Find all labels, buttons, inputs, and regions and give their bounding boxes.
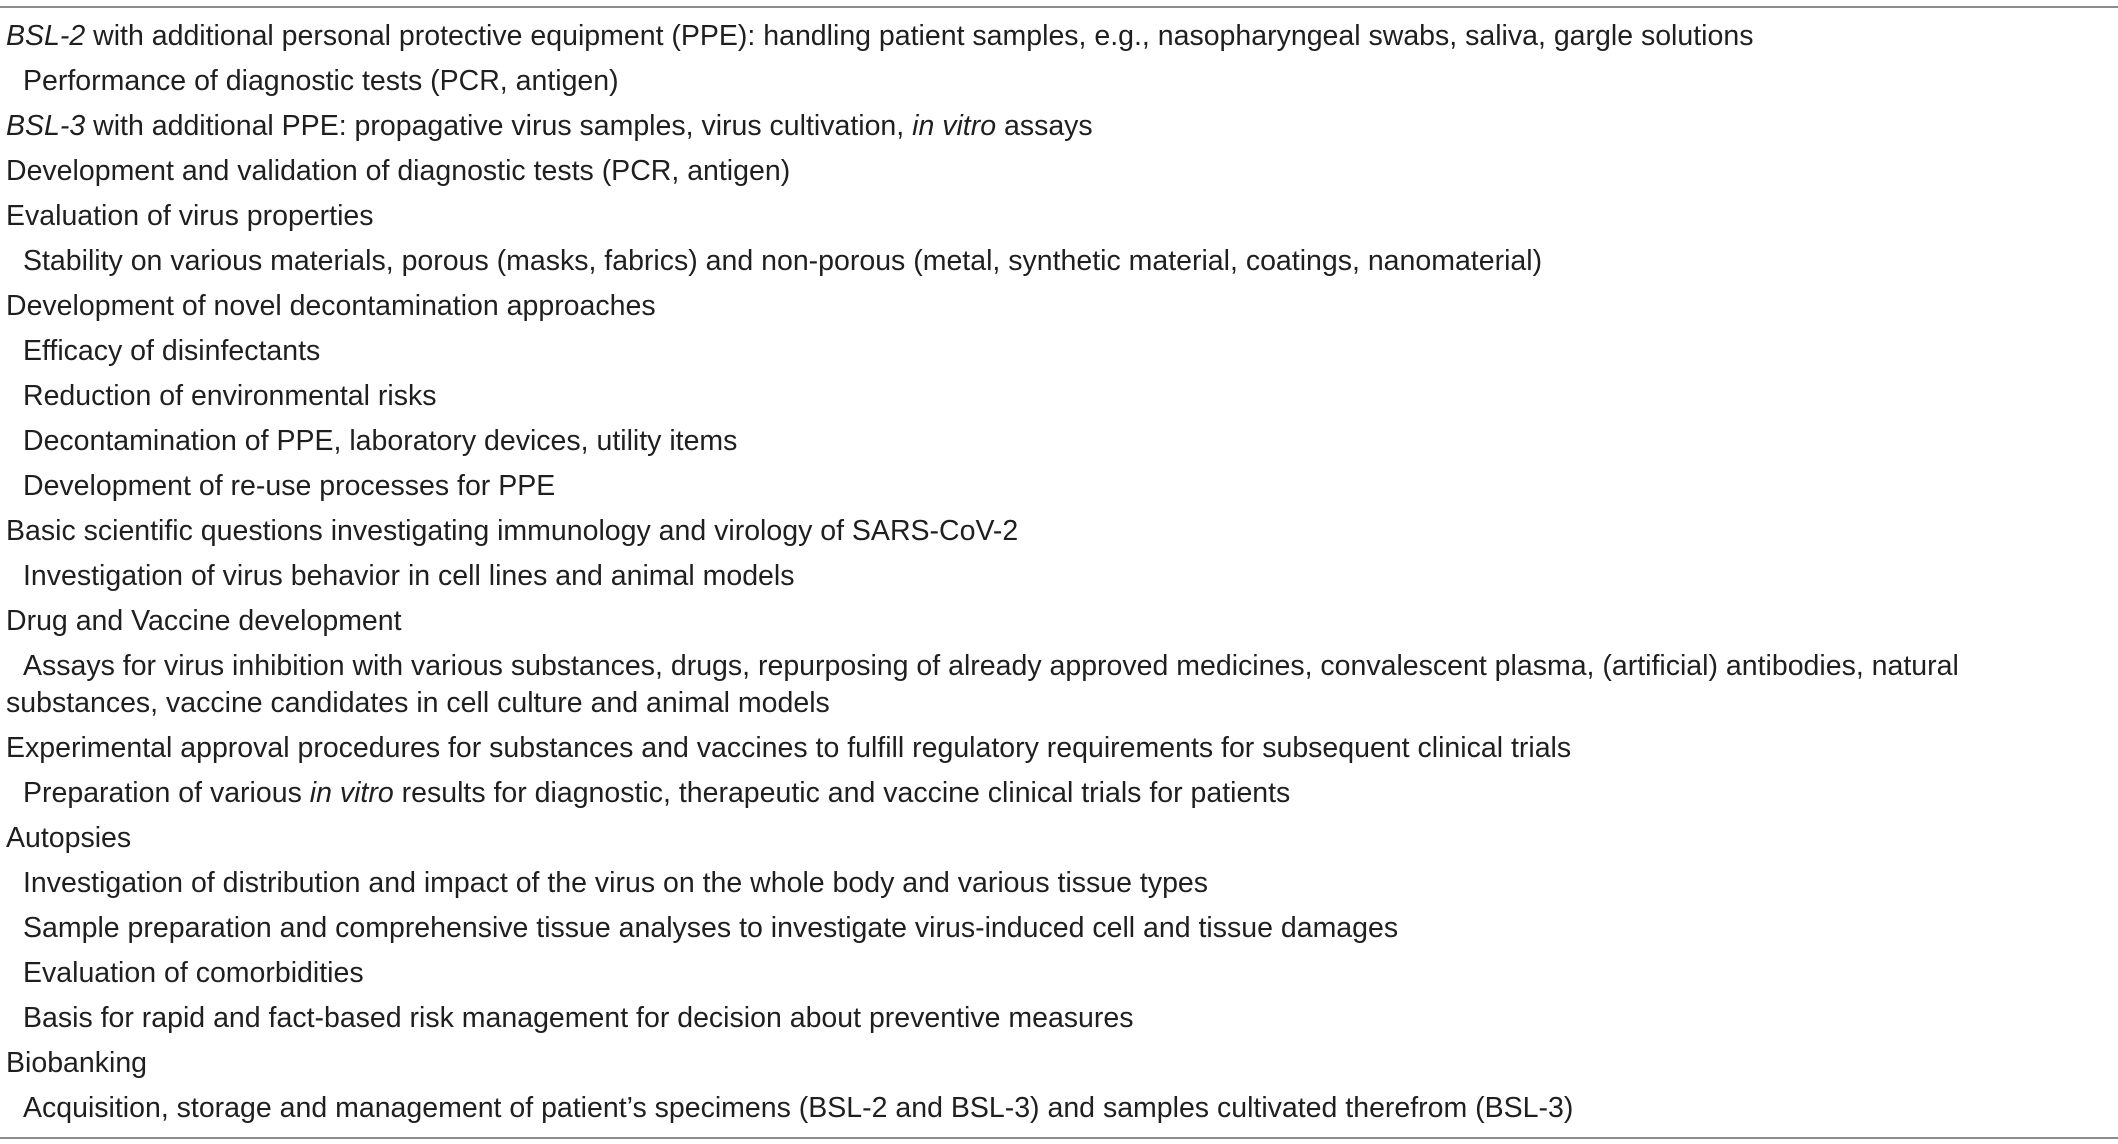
row-text: Investigation of virus behavior in cell lines and animal models [23,560,795,592]
row-text: Sample preparation and comprehensive tissue analyses to investigate virus-induced cell and tissue damages [23,912,1399,944]
row-text: Autopsies [6,822,132,854]
table-row-subitem [0,378,2118,415]
row-text: Preparation of various [23,777,310,809]
table-row-subitem [0,333,2118,370]
table-row-subitem [0,468,2118,505]
table-row-subitem [0,1000,2118,1037]
row-text: results for diagnostic, therapeutic and vaccine clinical trials for patients [393,777,1291,809]
table-row-subitem [0,910,2118,947]
row-text: Basis for rapid and fact-based risk management for decision about preventive measures [23,1002,1134,1034]
row-text: with additional PPE: propagative virus samples, virus cultivation, [85,110,913,142]
row-text: Basic scientific questions investigating immunology and virology of SARS-CoV-2 [6,515,1019,547]
table-row-subitem [0,648,2118,722]
row-text: Drug and Vaccine development [6,605,402,637]
table-row-category [0,288,2118,325]
row-text: with additional personal protective equipment (PPE): handling patient samples, e.g., nasopharyngeal swabs, saliva, gargle solutions [85,20,1754,52]
row-text: Performance of diagnostic tests (PCR, antigen) [23,65,619,97]
table-row-category [0,108,2118,145]
table-row-subitem [0,865,2118,902]
table-row-subitem [0,1090,2118,1127]
italic-term: BSL-2 [6,20,86,52]
table-row-subitem [0,775,2118,812]
row-text: Evaluation of comorbidities [23,957,364,989]
table-row-category [0,603,2118,640]
table-row-subitem [0,558,2118,595]
row-text: Decontamination of PPE, laboratory devices, utility items [23,425,738,457]
table-row-subitem [0,955,2118,992]
row-text: Efficacy of disinfectants [23,335,321,367]
italic-term: in vitro [309,777,394,809]
italic-term: BSL-3 [6,110,86,142]
row-text: Acquisition, storage and management of patient’s specimens (BSL-2 and BSL-3) and samples cultivated therefrom (BSL-3) [23,1092,1574,1124]
row-text: Biobanking [6,1047,148,1079]
table-row-category [0,18,2118,55]
table-row-category [0,513,2118,550]
row-text: Development of novel decontamination approaches [6,290,656,322]
table-row-category [0,820,2118,857]
row-text: Evaluation of virus properties [6,200,374,232]
research-activities-table [0,6,2118,1139]
row-text: Development and validation of diagnostic tests (PCR, antigen) [6,155,791,187]
table-row-subitem [0,423,2118,460]
row-text: Development of re-use processes for PPE [23,470,556,502]
italic-term: in vitro [912,110,997,142]
row-text: assays [996,110,1093,142]
table-row-category [0,198,2118,235]
table-row-subitem [0,243,2118,280]
table-row-subitem [0,63,2118,100]
table-row-category [0,153,2118,190]
table-body [0,18,2118,1127]
row-text: Experimental approval procedures for substances and vaccines to fulfill regulatory requirements for subsequent clinical trials [6,732,1572,764]
table-row-category [0,1045,2118,1082]
row-text: Assays for virus inhibition with various substances, drugs, repurposing of already approved medicines, convalescent plasma, (artificial) antibodies, natural substances, vaccine candidates in cell culture and animal models [6,650,1959,719]
row-text: Reduction of environmental risks [23,380,437,412]
row-text: Investigation of distribution and impact of the virus on the whole body and various tissue types [23,867,1209,899]
table-row-category [0,730,2118,767]
row-text: Stability on various materials, porous (masks, fabrics) and non-porous (metal, synthetic material, coatings, nanomaterial) [23,245,1543,277]
